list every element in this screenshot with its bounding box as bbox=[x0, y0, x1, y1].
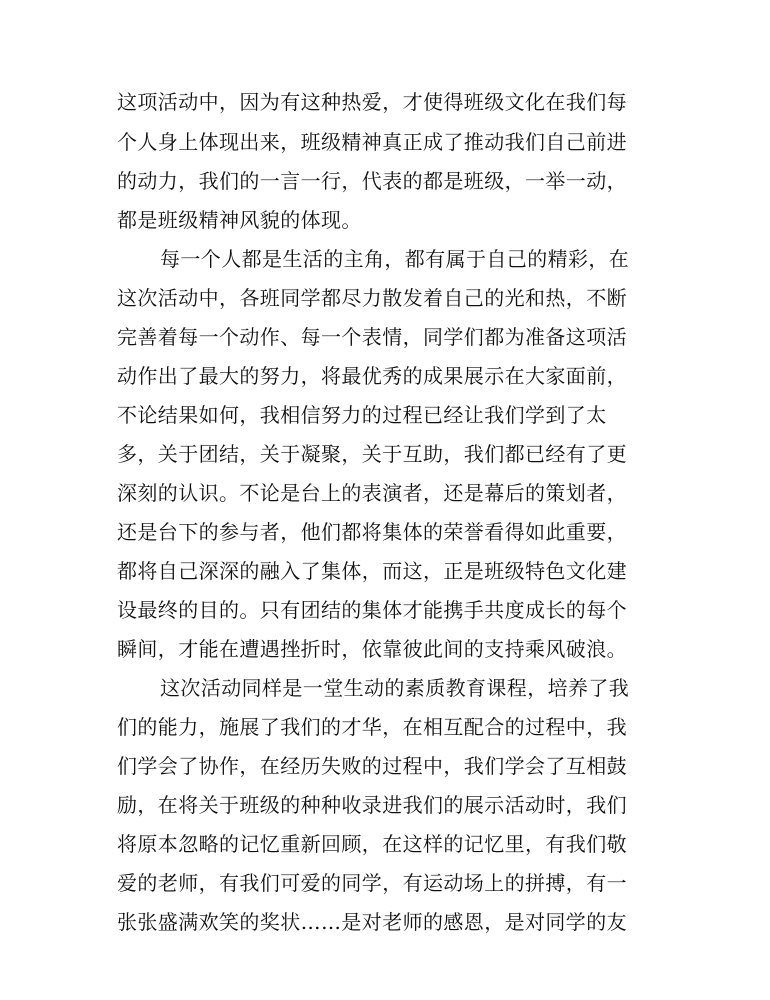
text-line: 这项活动中，因为有这种热爱，才使得班级文化在我们每 bbox=[117, 90, 627, 114]
text-line: 每一个人都是生活的主角，都有属于自己的精彩，在 bbox=[160, 247, 630, 271]
text-line: 励，在将关于班级的种种收录进我们的展示活动时，我们 bbox=[117, 793, 627, 817]
text-line: 们的能力，施展了我们的才华，在相互配合的过程中，我 bbox=[117, 715, 627, 739]
text-line: 动作出了最大的努力，将最优秀的成果展示在大家面前， bbox=[117, 364, 627, 388]
text-line: 这次活动中，各班同学都尽力散发着自己的光和热，不断 bbox=[117, 286, 627, 310]
text-line: 都是班级精神风貌的体现。 bbox=[117, 208, 362, 232]
text-line: 不论结果如何，我相信努力的过程已经让我们学到了太 bbox=[117, 403, 607, 427]
text-line: 都将自己深深的融入了集体，而这，正是班级特色文化建 bbox=[117, 559, 627, 583]
text-line: 瞬间，才能在遭遇挫折时，依靠彼此间的支持乘风破浪。 bbox=[117, 637, 627, 661]
text-line: 深刻的认识。不论是台上的表演者，还是幕后的策划者， bbox=[117, 481, 627, 505]
text-line: 多，关于团结，关于凝聚，关于互助，我们都已经有了更 bbox=[117, 442, 627, 466]
text-line: 的动力，我们的一言一行，代表的都是班级，一举一动， bbox=[117, 169, 627, 193]
text-line: 将原本忽略的记忆重新回顾，在这样的记忆里，有我们敬 bbox=[117, 832, 627, 856]
text-line: 个人身上体现出来，班级精神真正成了推动我们自己前进 bbox=[117, 130, 627, 154]
text-line: 还是台下的参与者，他们都将集体的荣誉看得如此重要， bbox=[117, 520, 627, 544]
text-line: 爱的老师，有我们可爱的同学，有运动场上的拼搏，有一 bbox=[117, 871, 627, 895]
text-line: 张张盛满欢笑的奖状……是对老师的感恩，是对同学的友 bbox=[117, 910, 627, 934]
text-line: 这次活动同样是一堂生动的素质教育课程，培养了我 bbox=[160, 676, 630, 700]
text-line: 们学会了协作，在经历失败的过程中，我们学会了互相鼓 bbox=[117, 754, 627, 778]
text-line: 完善着每一个动作、每一个表情，同学们都为准备这项活 bbox=[117, 325, 627, 349]
text-line: 设最终的目的。只有团结的集体才能携手共度成长的每个 bbox=[117, 598, 627, 622]
